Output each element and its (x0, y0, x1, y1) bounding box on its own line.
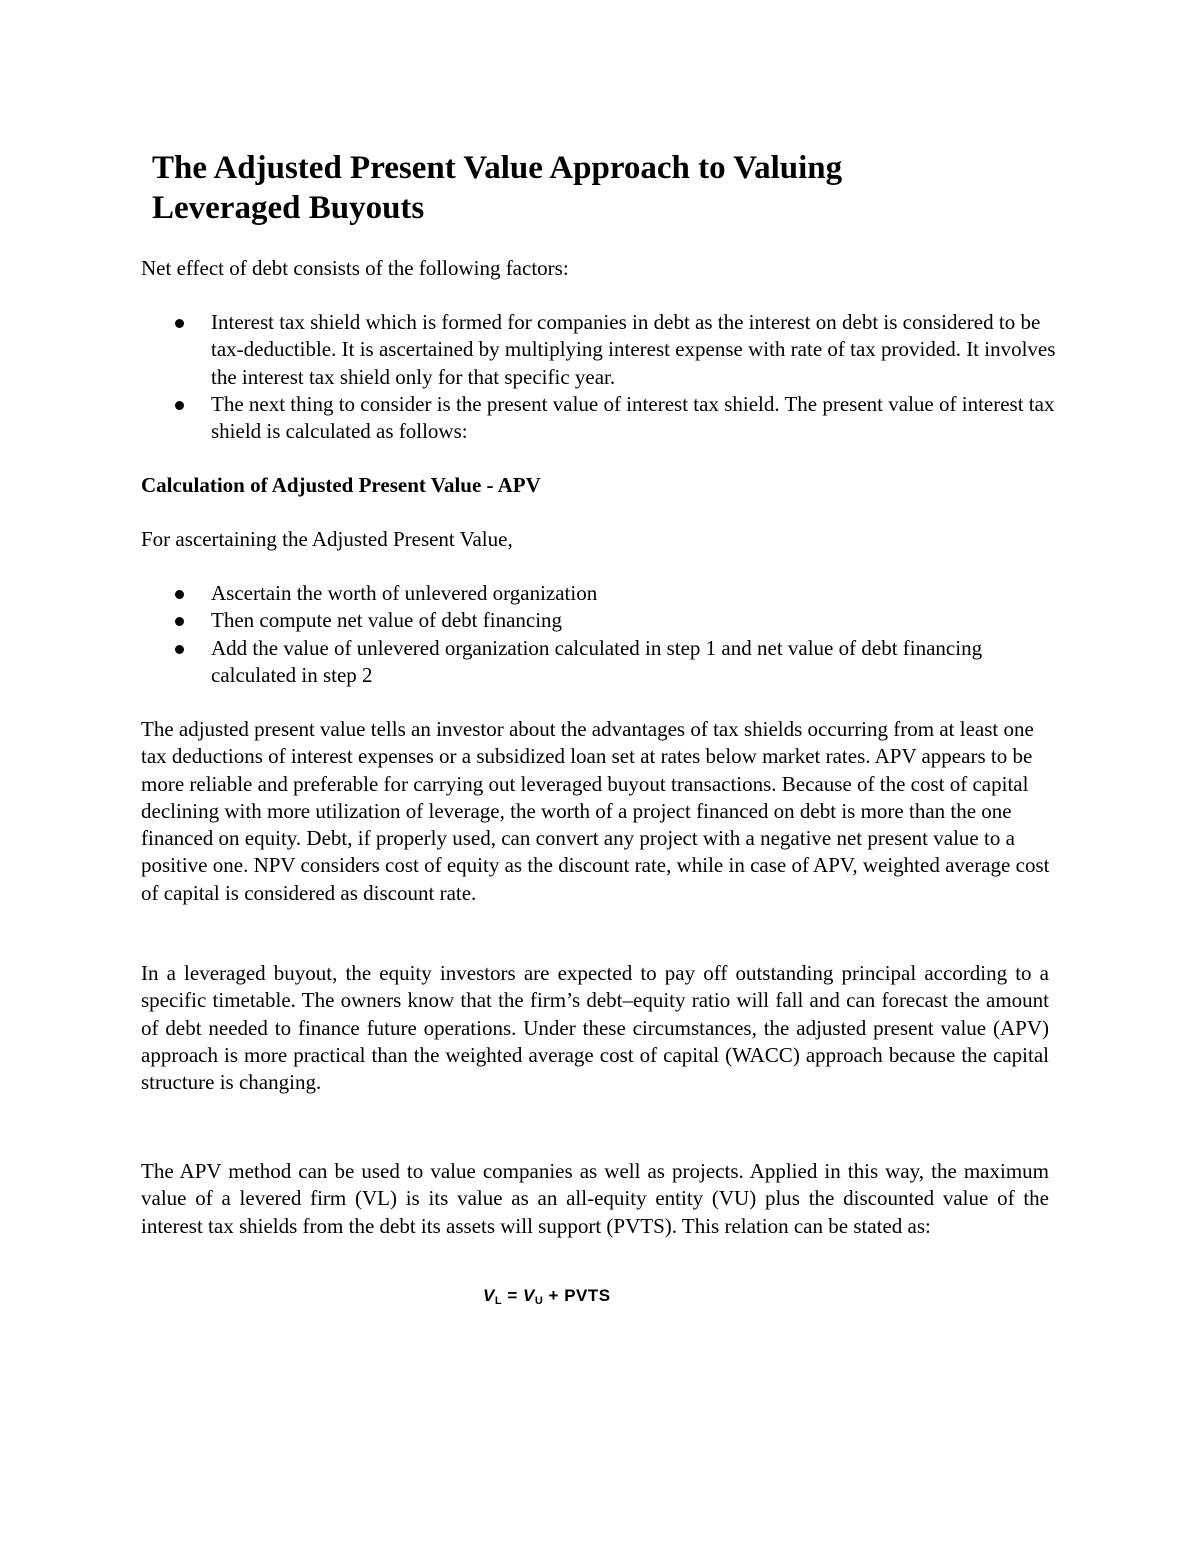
formula-rhs-subscript: U (534, 1295, 544, 1307)
bullet-icon (175, 617, 184, 626)
steps-intro-text: For ascertaining the Adjusted Present Value, (141, 527, 513, 551)
factors-list (141, 309, 1071, 445)
paragraph-apv-method: The APV method can be used to value companies as well as projects. Applied in this way, the maximum value of a levered firm (VL) is its value as an all-equity entity (VU) plus the discounted value of the interest tax shields from the debt its assets will support (PVTS). This relation can be stated as: (141, 1159, 1049, 1238)
list-item-text: Ascertain the worth of unlevered organization (211, 581, 598, 605)
bullet-icon (175, 401, 184, 410)
list-item (141, 309, 1071, 391)
list-item-text: The next thing to consider is the present value of interest tax shield. The present value of interest tax shield is calculated as follows: (211, 391, 1055, 444)
document-title: The Adjusted Present Value Approach to Valuing Leveraged Buyouts (152, 150, 843, 226)
formula-rhs-variable: V (522, 1286, 535, 1305)
bullet-icon (175, 590, 184, 599)
paragraph-leveraged-buyout: In a leveraged buyout, the equity investors are expected to pay off outstanding principal according to a specific timetable. The owners know that the firm’s debt–equity ratio will fall and can forecast the amount of debt needed to finance future operations. Under these circumstances, the adjusted present value (APV) approach is more practical than the weighted average cost of capital (WACC) approach because the capital structure is changing. (141, 961, 1049, 1095)
list-item-text: Add the value of unlevered organization calculated in step 1 and net value of debt financing calculated in step 2 (211, 635, 983, 687)
bullet-icon (175, 319, 184, 328)
formula-lhs-subscript: L (494, 1295, 503, 1307)
formula-term: PVTS (564, 1286, 611, 1305)
list-item (141, 580, 1071, 607)
formula-equals: = (507, 1286, 518, 1305)
list-item (141, 391, 1071, 446)
formula-lhs-variable: V (483, 1286, 495, 1305)
list-item-text: Interest tax shield which is formed for companies in debt as the interest on debt is considered to be tax-deductible. It is ascertained by multiplying interest expense with rate of tax provided. It involves the interest tax shield only for that specific year. (211, 310, 1056, 389)
list-item (141, 607, 1071, 634)
list-item (141, 635, 1071, 690)
steps-list (141, 580, 1071, 689)
section-subheading: Calculation of Adjusted Present Value - APV (141, 473, 541, 497)
list-item-text: Then compute net value of debt financing (211, 608, 563, 633)
paragraph-apv-advantages: The adjusted present value tells an investor about the advantages of tax shields occurring from at least one tax deductions of interest expenses or a subsidized loan set at rates below market rates. APV appears to be more reliable and preferable for carrying out leveraged buyout transactions. Because of the cost of capital declining with more utilization of leverage, the worth of a project financed on debt is more than the one financed on equity. Debt, if properly used, can convert any project with a negative net present value to a positive one. NPV considers cost of equity as the discount rate, while in case of APV, weighted average cost of capital is considered as discount rate. (141, 717, 1050, 905)
formula-plus: + (548, 1286, 559, 1305)
intro-text: Net effect of debt consists of the following factors: (141, 256, 569, 280)
apv-formula (483, 1286, 611, 1307)
bullet-icon (175, 645, 184, 654)
